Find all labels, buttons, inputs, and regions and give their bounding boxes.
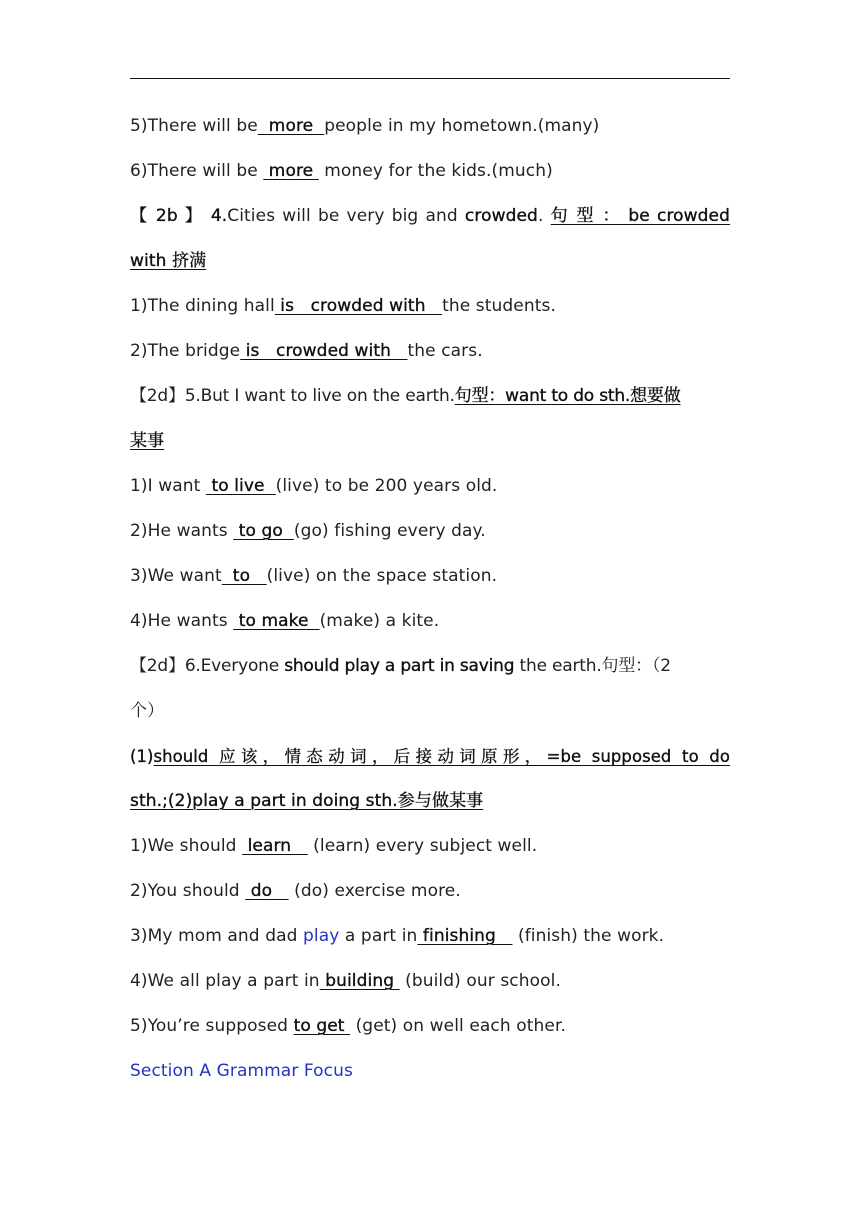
answer-blank: to get: [293, 1016, 351, 1036]
text: 1)We should: [130, 836, 243, 856]
note-prefix: (1): [130, 747, 154, 766]
text: 6.Everyone: [184, 656, 285, 676]
text: (learn) every subject well.: [307, 836, 538, 856]
exercise-line: [130, 914, 730, 959]
text: Cities will be very big and: [227, 206, 465, 226]
answer-blank: more: [257, 116, 325, 136]
text: (build) our school.: [399, 971, 561, 991]
answer-blank: building: [319, 971, 400, 991]
text: (finish) the work.: [512, 926, 665, 946]
pattern-note: 句型：want to do sth.想要做: [454, 386, 681, 406]
text: 5.But I want to live on the earth.: [184, 386, 455, 406]
text: 4)He wants: [130, 611, 234, 631]
exercise-line: [130, 329, 730, 374]
document-body: [130, 104, 730, 1094]
keyword: crowded: [464, 206, 538, 226]
section-heading: Section A Grammar Focus: [130, 1061, 353, 1081]
text: 1)I want: [130, 476, 206, 496]
answer-blank: learn: [242, 836, 308, 856]
exercise-line: [130, 149, 730, 194]
exercise-line: [130, 824, 730, 869]
text: the earth.: [514, 656, 602, 676]
text: money for the kids.(much): [318, 161, 553, 181]
text: 3)We want: [130, 566, 222, 586]
text: 6)There will be: [130, 161, 264, 181]
section-tag: 【 2b 】: [130, 206, 204, 226]
text: (live) to be 200 years old.: [275, 476, 498, 496]
grammar-note: [130, 734, 730, 779]
text: 2)You should: [130, 881, 246, 901]
exercise-line: [130, 284, 730, 329]
sentence-heading: [130, 374, 730, 419]
text: (do) exercise more.: [288, 881, 461, 901]
text: 5)You’re supposed: [130, 1016, 294, 1036]
exercise-line: [130, 869, 730, 914]
text: 2)The bridge: [130, 341, 241, 361]
text: 2)He wants: [130, 521, 234, 541]
highlighted-word: play: [303, 926, 340, 946]
grammar-note-text: sth.;(2)play a part in doing sth.参与做某事: [130, 791, 484, 811]
answer-blank: is crowded with: [240, 341, 408, 361]
answer-blank: is crowded with: [274, 296, 443, 316]
answer-blank: to: [221, 566, 267, 586]
text: 3)My mom and dad: [130, 926, 303, 946]
pattern-label: 句型：（2: [601, 656, 671, 676]
text: a part in: [339, 926, 418, 946]
pattern-note: with 挤满: [130, 251, 207, 271]
text: people in my hometown.(many): [324, 116, 600, 136]
section-heading-line: [130, 1049, 730, 1094]
exercise-line: [130, 1004, 730, 1049]
text: 4)We all play a part in: [130, 971, 320, 991]
item-number: 4.: [210, 206, 228, 226]
grammar-note-cont: [130, 779, 730, 824]
answer-blank: to live: [205, 476, 276, 496]
text: (live) on the space station.: [266, 566, 498, 586]
keyword: should play a part in saving: [284, 656, 515, 676]
pattern-note: 某事: [130, 431, 165, 451]
answer-blank: to go: [233, 521, 294, 541]
text: 1)The dining hall: [130, 296, 275, 316]
text: (make) a kite.: [319, 611, 440, 631]
sentence-heading: [130, 644, 730, 689]
text: the students.: [442, 296, 556, 316]
sentence-heading-cont: [130, 239, 730, 284]
section-tag: 【2d】: [130, 656, 185, 676]
exercise-line: [130, 104, 730, 149]
answer-blank: to make: [233, 611, 320, 631]
answer-blank: finishing: [417, 926, 513, 946]
answer-blank: more: [263, 161, 319, 181]
text: (get) on well each other.: [350, 1016, 566, 1036]
grammar-note-text: should 应该，情态动词，后接动词原形，=be supposed to do: [153, 747, 730, 766]
text: 个）: [130, 701, 165, 721]
answer-blank: do: [245, 881, 289, 901]
exercise-line: [130, 464, 730, 509]
exercise-line: [130, 509, 730, 554]
text: the cars.: [407, 341, 483, 361]
exercise-line: [130, 599, 730, 644]
text: (go) fishing every day.: [293, 521, 486, 541]
header-rule: [130, 78, 730, 79]
pattern-note: 句 型 ： be crowded: [550, 206, 730, 226]
exercise-line: [130, 959, 730, 1004]
sentence-heading: [130, 194, 730, 239]
text: 5)There will be: [130, 116, 258, 136]
sentence-heading-cont: [130, 689, 730, 734]
sentence-heading-cont: [130, 419, 730, 464]
section-tag: 【2d】: [130, 386, 185, 406]
exercise-line: [130, 554, 730, 599]
text: .: [537, 206, 551, 226]
